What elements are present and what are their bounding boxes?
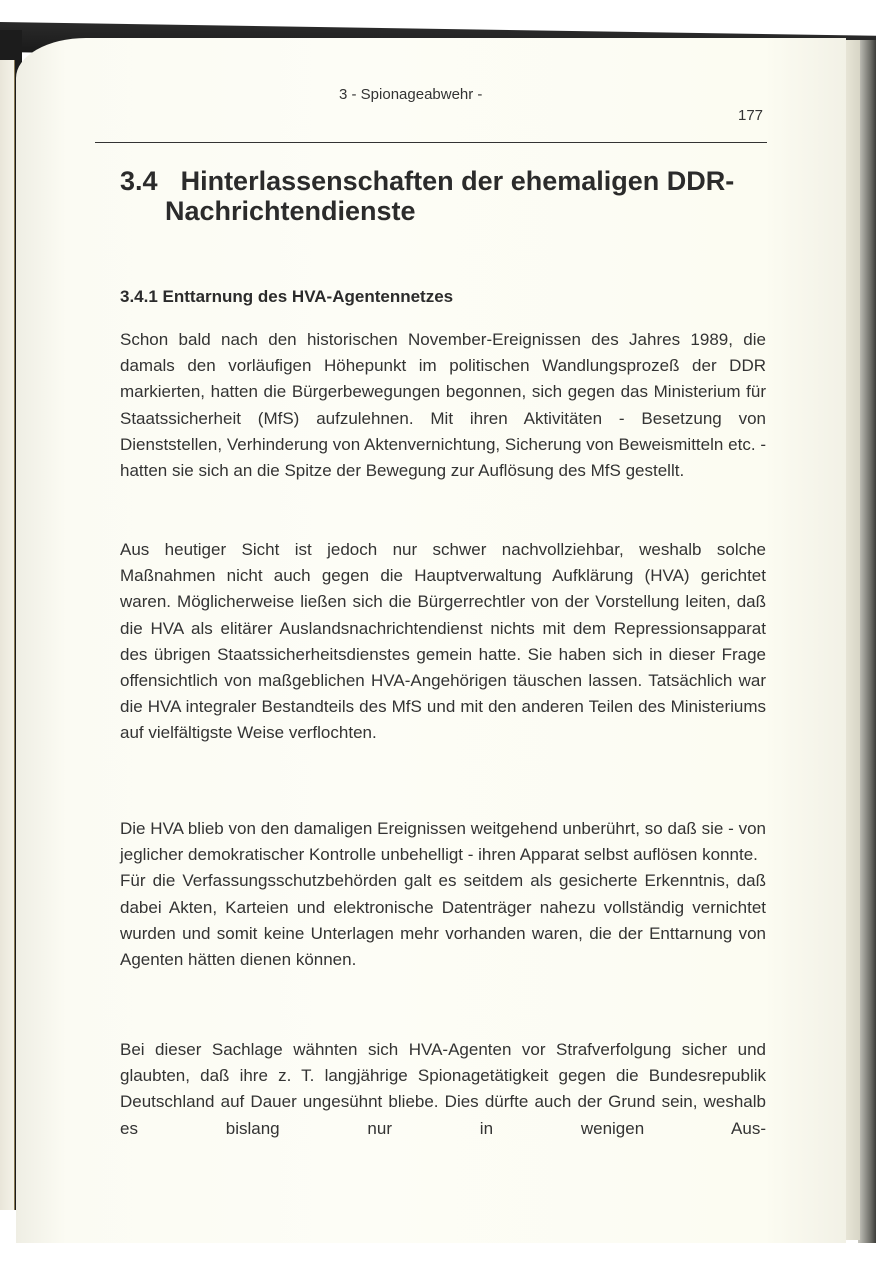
- paragraph-1: [120, 327, 766, 484]
- running-head: 3 - Spionageabwehr -: [339, 86, 483, 103]
- scan-bottom-margin: [0, 1243, 876, 1282]
- paragraph-text: Aus heutiger Sicht ist jedoch nur schwer nachvollziehbar, weshalb solche Maßnahmen nicht auch gegen die Hauptverwaltung Aufklärung (HVA) gerichtet waren. Möglicherweise ließen sich die Bürgerrechtler von der Vorstellung leiten, daß die HVA als elitärer Auslandsnachrichtendienst nichts mit dem Repressionsapparat des übrigen Staatssicherheitsdienstes gemein hatte. Sie haben sich in dieser Frage offensichtlich von maßgeblichen HVA-Angehörigen täuschen lassen. Tatsächlich war die HVA integraler Bestandteils des MfS und mit den anderen Teilen des Ministeriums auf vielfältigste Weise verflochten.: [120, 540, 766, 743]
- header-rule: [95, 142, 767, 143]
- page-number: 177: [738, 107, 764, 124]
- page-stack-edge: [846, 40, 860, 1240]
- paragraph-text: Schon bald nach den historischen November-Ereignissen des Jahres 1989, die damals den vorläufigen Höhepunkt im politischen Wandlungsprozeß der DDR markierten, hatten die Bürgerbewegungen begonnen, sich gegen das Ministerium für Staatssicherheit (MfS) aufzulehnen. Mit ihren Aktivitäten - Besetzung von Dienststellen, Verhinderung von Aktenvernichtung, Sicherung von Beweismitteln etc. - hatten sie sich an die Spitze der Bewegung zur Auflösung des MfS gestellt.: [120, 330, 766, 481]
- paragraph-text: Die HVA blieb von den damaligen Ereignissen weitgehend unberührt, so daß sie - von jeglicher demokratischer Kontrolle unbehelligt - ihren Apparat selbst auflösen konnte.: [120, 819, 766, 865]
- paragraph-2: [120, 537, 766, 747]
- section-number: 3.4: [120, 166, 158, 196]
- paragraph-4: [120, 1037, 766, 1142]
- section-title: Hinterlassenschaften der ehemaligen DDR- Nachrichtendienste: [165, 166, 735, 226]
- subsection-heading: 3.4.1 Enttarnung des HVA-Agentennetzes: [120, 287, 454, 306]
- paragraph-text: Für die Verfassungsschutzbehörden galt es seitdem als gesicherte Erkenntnis, daß dabei Akten, Karteien und elektronische Datenträger nahezu vollständig vernichtet wurden und somit keine Unterlagen mehr vorhanden waren, die der Enttarnung von Agenten hätten dienen können.: [120, 871, 766, 970]
- section-heading: [120, 166, 760, 226]
- facing-page-edge: [0, 60, 15, 1210]
- paragraph-text: Bei dieser Sachlage wähnten sich HVA-Agenten vor Strafverfolgung sicher und glaubten, daß ihre z. T. langjährige Spionagetätigkeit gegen die Bundesrepublik Deutschland auf Dauer ungesühnt bliebe. Dies dürfte auch der Grund sein, weshalb es bislang nur in wenigen Aus-: [120, 1040, 766, 1138]
- paragraph-3: [120, 816, 766, 973]
- book-cover-right-edge: [858, 40, 876, 1280]
